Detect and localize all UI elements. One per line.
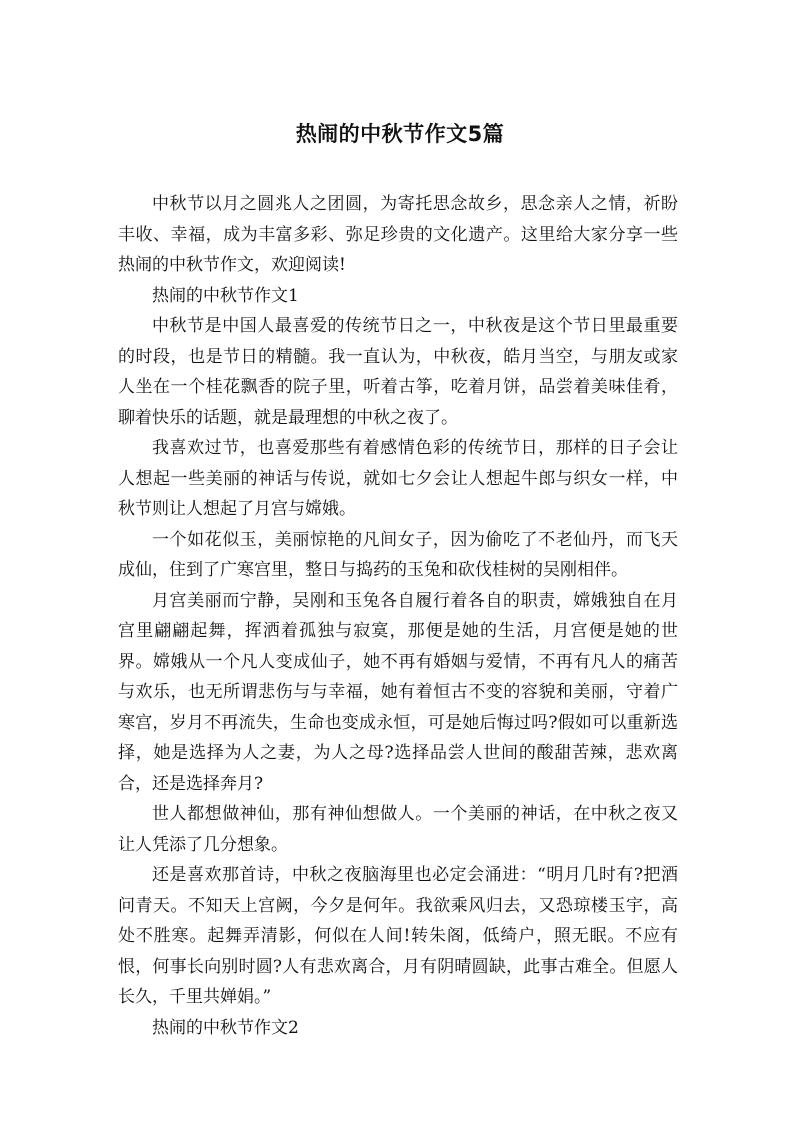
body-paragraph: 一个如花似玉，美丽惊艳的凡间女子，因为偷吃了不老仙丹，而飞天成仙，住到了广寒宫里，整日与捣药的玉兔和砍伐桂树的吴刚相伴。: [118, 529, 678, 580]
document-body: [118, 189, 678, 1043]
body-paragraph: 月宫美丽而宁静，吴刚和玉兔各自履行着各自的职责，嫦娥独自在月宫里翩翩起舞，挥洒着孤独与寂寞，那便是她的生活，月宫便是她的世界。嫦娥从一个凡人变成仙子，她不再有婚姻与爱情，不再有凡人的痛苦与欢乐，也无所谓悲伤与与幸福，她有着恒古不变的容貌和美丽，守着广寒宫，岁月不再流失，生命也变成永恒，可是她后悔过吗?假如可以重新选择，她是选择为人之妻，为人之母?选择品尝人世间的酸甜苦辣，悲欢离合，还是选择奔月?: [118, 590, 678, 794]
body-paragraph: 中秋节是中国人最喜爱的传统节日之一，中秋夜是这个节日里最重要的时段，也是节日的精髓。我一直认为，中秋夜，皓月当空，与朋友或家人坐在一个桂花飘香的院子里，听着古筝，吃着月饼，品尝着美味佳肴，聊着快乐的话题，就是最理想的中秋之夜了。: [118, 316, 678, 428]
body-paragraph: 世人都想做神仙，那有神仙想做人。一个美丽的神话，在中秋之夜又让人凭添了几分想象。: [118, 804, 678, 855]
intro-paragraph: 中秋节以月之圆兆人之团圆，为寄托思念故乡，思念亲人之情，祈盼丰收、幸福，成为丰富多彩、弥足珍贵的文化遗产。这里给大家分享一些热闹的中秋节作文，欢迎阅读!: [118, 194, 678, 275]
body-paragraph: 我喜欢过节，也喜爱那些有着感情色彩的传统节日，那样的日子会让人想起一些美丽的神话与传说，就如七夕会让人想起牛郎与织女一样，中秋节则让人想起了月宫与嫦娥。: [118, 438, 678, 519]
poem-paragraph: 还是喜欢那首诗，中秋之夜脑海里也必定会涌进：“明月几时有?把酒问青天。不知天上宫阙，今夕是何年。我欲乘风归去，又恐琼楼玉宇，高处不胜寒。起舞弄清影，何似在人间!转朱阁，低绮户，照无眠。不应有恨，何事长向别时圆?人有悲欢离合，月有阴晴圆缺，此事古难全。但愿人长久，千里共婵娟。”: [118, 865, 678, 1007]
section-heading-1: 热闹的中秋节作文1: [152, 285, 299, 306]
document-title: 热闹的中秋节作文5篇: [295, 122, 505, 146]
section-heading-2: 热闹的中秋节作文2: [152, 1017, 299, 1038]
